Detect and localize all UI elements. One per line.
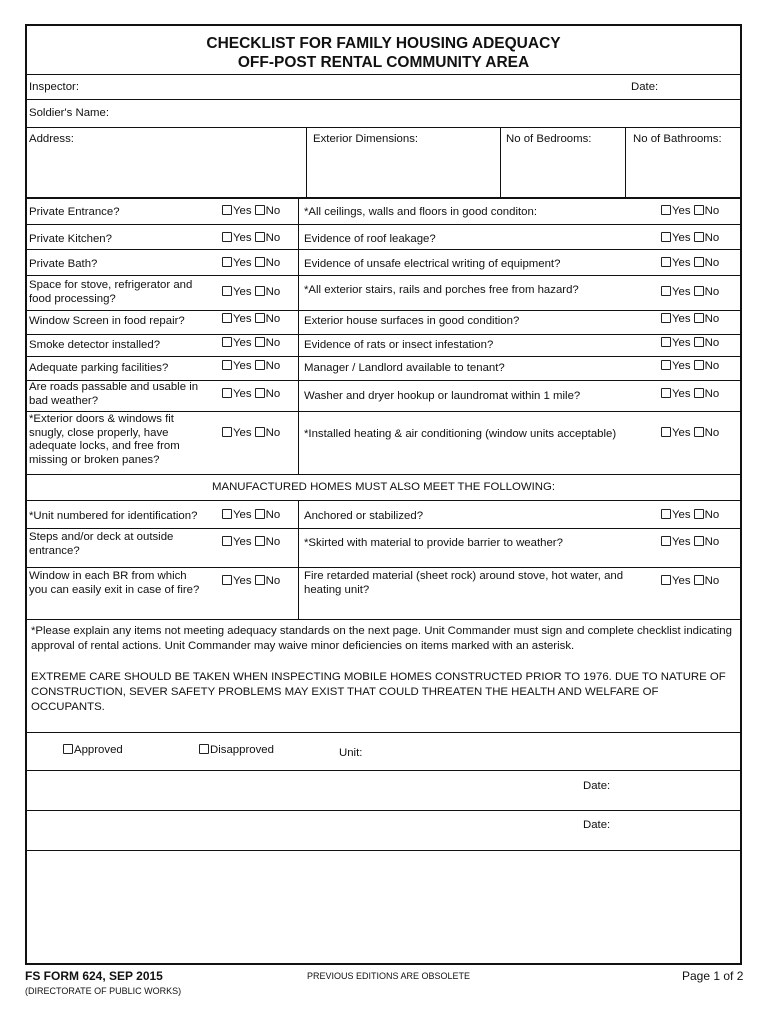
- no-checkbox[interactable]: [255, 286, 265, 296]
- landlord-label: Manager / Landlord available to tenant?: [304, 362, 505, 374]
- heating-ac-options: Yes No: [661, 427, 719, 439]
- exterior-doors-label: *Exterior doors & windows fit snugly, close properly, have adequate locks, and free from missing or broken panes?: [29, 413, 180, 466]
- unsafe-electrical-options: Yes No: [661, 257, 719, 269]
- yes-checkbox[interactable]: [222, 257, 232, 267]
- rats-insects-label: Evidence of rats or insect infestation?: [304, 339, 494, 351]
- yes-checkbox[interactable]: [661, 337, 671, 347]
- no-checkbox[interactable]: [255, 360, 265, 370]
- commander-date-label: Date:: [583, 819, 611, 831]
- no-checkbox[interactable]: [694, 509, 704, 519]
- window-br-options: Yes No: [222, 575, 280, 587]
- yes-checkbox[interactable]: [222, 536, 232, 546]
- obsolete-note: PREVIOUS EDITIONS ARE OBSOLETE: [307, 971, 471, 981]
- private-entrance-options: Yes No: [222, 205, 280, 217]
- private-bath-options: Yes No: [222, 257, 280, 269]
- no-checkbox[interactable]: [255, 232, 265, 242]
- yes-checkbox[interactable]: [661, 313, 671, 323]
- exterior-stairs-options: Yes No: [661, 286, 719, 298]
- yes-checkbox[interactable]: [661, 509, 671, 519]
- ceilings-walls-floors-options: Yes No: [661, 205, 719, 217]
- window-screen-options: Yes No: [222, 313, 280, 325]
- parking-label: Adequate parking facilities?: [29, 362, 169, 374]
- no-checkbox[interactable]: [255, 205, 265, 215]
- unit-numbered-label: *Unit numbered for identification?: [29, 510, 198, 522]
- fire-retarded-label: Fire retarded material (sheet rock) around stove, hot water, and heating unit?: [304, 570, 624, 596]
- yes-checkbox[interactable]: [661, 388, 671, 398]
- washer-dryer-label: Washer and dryer hookup or laundromat within 1 mile?: [304, 390, 581, 402]
- roads-options: Yes No: [222, 388, 280, 400]
- explanation-note: *Please explain any items not meeting adequacy standards on the next page. Unit Commander must sign and complete checklist indicating approval of rental actions. Unit Commander may waive minor deficiencies on items marked with an asterisk.: [31, 625, 732, 652]
- form-frame: [25, 24, 742, 965]
- no-checkbox[interactable]: [694, 536, 704, 546]
- no-checkbox[interactable]: [255, 427, 265, 437]
- no-checkbox[interactable]: [694, 337, 704, 347]
- washer-dryer-options: Yes No: [661, 388, 719, 400]
- roof-leakage-label: Evidence of roof leakage?: [304, 233, 436, 245]
- form-title-line2: OFF-POST RENTAL COMMUNITY AREA: [237, 54, 530, 71]
- fire-retarded-options: Yes No: [661, 575, 719, 587]
- bedrooms-label: No of Bedrooms:: [506, 133, 592, 145]
- yes-checkbox[interactable]: [222, 337, 232, 347]
- yes-checkbox[interactable]: [222, 509, 232, 519]
- yes-checkbox[interactable]: [222, 575, 232, 585]
- no-checkbox[interactable]: [255, 509, 265, 519]
- form-title-line1: CHECKLIST FOR FAMILY HOUSING ADEQUACY: [206, 35, 561, 52]
- landlord-options: Yes No: [661, 360, 719, 372]
- no-checkbox[interactable]: [255, 388, 265, 398]
- yes-checkbox[interactable]: [661, 232, 671, 242]
- bathrooms-label: No of Bathrooms:: [633, 133, 722, 145]
- private-entrance-label: Private Entrance?: [29, 206, 120, 218]
- exterior-doors-options: Yes No: [222, 427, 280, 439]
- yes-checkbox[interactable]: [661, 205, 671, 215]
- date-label: Date:: [631, 81, 659, 93]
- anchored-label: Anchored or stabilized?: [304, 510, 424, 522]
- no-checkbox[interactable]: [694, 313, 704, 323]
- yes-checkbox[interactable]: [222, 360, 232, 370]
- disapproved-option: Disapproved: [199, 744, 274, 756]
- no-checkbox[interactable]: [694, 360, 704, 370]
- no-checkbox[interactable]: [694, 286, 704, 296]
- page-number: Page 1 of 2: [682, 969, 744, 983]
- window-br-label: Window in each BR from which you can easily exit in case of fire?: [29, 570, 200, 596]
- no-checkbox[interactable]: [694, 427, 704, 437]
- smoke-detector-options: Yes No: [222, 337, 280, 349]
- yes-checkbox[interactable]: [222, 313, 232, 323]
- no-checkbox[interactable]: [255, 257, 265, 267]
- no-checkbox[interactable]: [255, 337, 265, 347]
- unit-numbered-options: Yes No: [222, 509, 280, 521]
- no-checkbox[interactable]: [255, 313, 265, 323]
- disapproved-checkbox[interactable]: [199, 744, 209, 754]
- window-screen-label: Window Screen in food repair?: [29, 315, 185, 327]
- soldier-name-label: Soldier's Name:: [29, 107, 110, 119]
- heating-ac-label: *Installed heating & air conditioning (window units acceptable): [304, 428, 617, 440]
- ceilings-walls-floors-label: *All ceilings, walls and floors in good conditon:: [304, 206, 538, 218]
- steps-deck-label: Steps and/or deck at outside entrance?: [29, 531, 174, 557]
- smoke-detector-label: Smoke detector installed?: [29, 339, 161, 351]
- rats-insects-options: Yes No: [661, 337, 719, 349]
- approved-checkbox[interactable]: [63, 744, 73, 754]
- yes-checkbox[interactable]: [222, 427, 232, 437]
- steps-deck-options: Yes No: [222, 536, 280, 548]
- anchored-options: Yes No: [661, 509, 719, 521]
- address-label: Address:: [29, 133, 74, 145]
- exterior-surfaces-options: Yes No: [661, 313, 719, 325]
- yes-checkbox[interactable]: [222, 286, 232, 296]
- directorate: (DIRECTORATE OF PUBLIC WORKS): [25, 986, 182, 996]
- stove-refrigerator-options: Yes No: [222, 286, 280, 298]
- private-kitchen-label: Private Kitchen?: [29, 233, 112, 245]
- yes-checkbox[interactable]: [661, 360, 671, 370]
- yes-checkbox[interactable]: [661, 286, 671, 296]
- private-kitchen-options: Yes No: [222, 232, 280, 244]
- no-checkbox[interactable]: [255, 536, 265, 546]
- yes-checkbox[interactable]: [661, 575, 671, 585]
- exterior-surfaces-label: Exterior house surfaces in good condition?: [304, 315, 520, 327]
- no-checkbox[interactable]: [694, 388, 704, 398]
- no-checkbox[interactable]: [694, 232, 704, 242]
- no-checkbox[interactable]: [694, 257, 704, 267]
- yes-checkbox[interactable]: [222, 232, 232, 242]
- no-checkbox[interactable]: [255, 575, 265, 585]
- skirted-label: *Skirted with material to provide barrier to weather?: [304, 537, 563, 549]
- unit-label: Unit:: [339, 747, 363, 759]
- skirted-options: Yes No: [661, 536, 719, 548]
- unsafe-electrical-label: Evidence of unsafe electrical writing of equipment?: [304, 258, 561, 270]
- yes-checkbox[interactable]: [661, 257, 671, 267]
- yes-checkbox[interactable]: [661, 427, 671, 437]
- manufactured-heading: MANUFACTURED HOMES MUST ALSO MEET THE FOLLOWING:: [211, 481, 556, 493]
- parking-options: Yes No: [222, 360, 280, 372]
- exterior-stairs-label: *All exterior stairs, rails and porches free from hazard?: [304, 284, 579, 296]
- private-bath-label: Private Bath?: [29, 258, 98, 270]
- yes-checkbox[interactable]: [661, 536, 671, 546]
- no-checkbox[interactable]: [694, 205, 704, 215]
- roads-label: Are roads passable and usable in bad weather?: [29, 381, 199, 407]
- yes-checkbox[interactable]: [222, 388, 232, 398]
- yes-checkbox[interactable]: [222, 205, 232, 215]
- exterior-dimensions-label: Exterior Dimensions:: [313, 133, 419, 145]
- approval-date-label: Date:: [583, 780, 611, 792]
- approved-option: Approved: [63, 744, 123, 756]
- stove-refrigerator-label: Space for stove, refrigerator and food processing?: [29, 279, 193, 305]
- inspector-label: Inspector:: [29, 81, 80, 93]
- roof-leakage-options: Yes No: [661, 232, 719, 244]
- form-number: FS FORM 624, SEP 2015: [25, 969, 163, 983]
- no-checkbox[interactable]: [694, 575, 704, 585]
- mobile-home-caution: EXTREME CARE SHOULD BE TAKEN WHEN INSPECTING MOBILE HOMES CONSTRUCTED PRIOR TO 1976. DUE TO NATURE OF CONSTRUCTION, SEVER SAFETY PROBLEMS MAY EXIST THAT COULD THREATEN THE HEALTH AND WELFARE OF OCCUPANTS.: [31, 671, 726, 713]
